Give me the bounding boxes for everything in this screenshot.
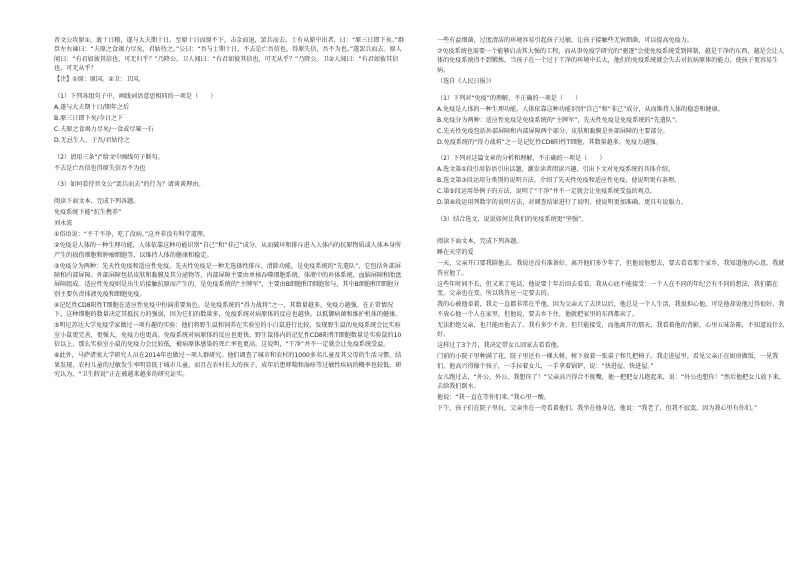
right-paragraph-12: B.选文第③段运用分类别的说明方法，介绍了先天性免疫和适应性免疫，使说明更有条理。 <box>437 177 681 185</box>
right-paragraph-18 <box>437 232 787 236</box>
right-paragraph-29: 下午，孩子们在院子里玩，父亲坐在一旁看着他们。我坐在他身边，他说：“我老了，但我不寂寞，因为我心里有你们。” <box>437 405 758 413</box>
right-paragraph-7: C.先天性免疫包括外部屏障和内部屏障两个部分，皮肤和黏膜是外部屏障的主要部分。 <box>437 127 669 135</box>
right-paragraph-2: （选自《人民日报》） <box>437 77 495 85</box>
left-paragraph-21: ⑤明尼苏达大学免疫学家做过一项有趣的实验：他们将野生鼠和饲养在实验室的小白鼠进行比较，发现野生鼠的免疫系统会比实验室小鼠更完善，更强大，免疫力也更高。免疫系统对病原体的反应也更快，野生鼠体内的记忆性CD8阳性T细胞数量是实验鼠的10倍以上，那么实验室小鼠的免疫力会比较低，被病原体感染的死亡率也更高。这说明，“干净”并不一定就会让免疫系统受益。 <box>54 322 402 349</box>
right-paragraph-11: A.选文第①段引用俗语引出话题，激发读者阅读兴趣，引出下文对免疫系统的具体介绍。 <box>437 166 674 174</box>
right-paragraph-25: 这样过了3个月，我决定带女儿回家去看看他。 <box>437 342 563 350</box>
left-paragraph-13 <box>54 191 404 195</box>
left-paragraph-4: A.遂与大夫期十日/期年之后 <box>54 104 130 111</box>
right-paragraph-27: 女儿跑过去，“外公，外公，我想你了！”父亲高兴得合不拢嘴，他一把把女儿抱起来，说：“外公也想你！”然后他把女儿放下来，去给我们倒水。 <box>437 373 785 391</box>
left-paragraph-9: （2）请用三条“/”给文中画线句子断句。 <box>54 153 164 161</box>
right-paragraph-10: （2）下列对这篇文章的分析和理解，不正确的一项是（ ） <box>437 155 606 163</box>
left-paragraph-12: （3）如何看待晋文公“罢兵而去”的行为？请谈谈理由。 <box>54 181 205 189</box>
right-paragraph-0: 一些有益细菌，过度清洁的环境容易引起孩子过敏，让孩子接触些无害细菌，可以提高免疫力。 <box>437 37 693 44</box>
left-paragraph-1: 【注】①原：原国。②卫：卫国。 <box>54 76 145 84</box>
left-column <box>54 36 404 381</box>
left-paragraph-14: 阅读下面文本，完成下列各题。 <box>54 198 140 205</box>
right-paragraph-17 <box>437 226 787 230</box>
right-paragraph-1: ⑦免疫系统也需要一个能够启动其大强的工程，而从事免疫学研究的“驱逐”会使免疫系统受到抑制，越是干净的东西，越是会让人体的免疫系统得不到锻炼。当孩子在一个过于干净的环境中长大，他们的免疫系统就会失去对抗病原体的能力，使孩子更容易生病。 <box>437 48 784 74</box>
right-paragraph-6: B.免疫分为两种：适应性免疫是免疫系统的“主牌军”，先天性免疫是免疫系统的“先遣队”。 <box>437 116 682 124</box>
left-paragraph-17: ①俗语说：“不干不净，吃了没病。”这并非没有科学道理。 <box>54 231 209 239</box>
left-paragraph-16: 刘永波 <box>54 220 73 228</box>
right-paragraph-8: D.免疫系统的“得力战将”之一是记忆性CD8阳性T细胞，其数量越多，免疫力越强。 <box>437 138 662 146</box>
right-paragraph-22: 这些年时间不长，但又来了电话，他说要十年后回去看看。我从心底不能接受：一个人在不同的年纪会有不同的想法，我们都在变，父亲也在变。所以我答应一定要去的。 <box>437 280 779 298</box>
right-paragraph-14: D.第⑥段运用列数字的说明方法，对调查结果进行了说明，使说明更加准确、更具有说服力。 <box>437 199 687 207</box>
right-paragraph-28: 他说：“我一直在等你们来。”我心里一酸。 <box>437 394 550 402</box>
right-paragraph-13: C.第⑤段运用举例子的方法，说明了“干净”并不一定就会让免疫系统受益的观点。 <box>437 188 657 196</box>
right-paragraph-16: （3）结合选文，说说如何让我们的免疫系统更“坚强”。 <box>437 216 588 224</box>
right-paragraph-3 <box>437 88 787 92</box>
left-paragraph-22: ⑥此外，马萨诸塞大学研究人员在2014年也做过一项人群研究。他们调查了城市和农村的1000多名儿童及其父母的生活习惯，结果发现，农村儿童的过敏发生率明显低于城市儿童。而且在农村长大的孩子，成年后患哮喘和湿疹等过敏性疾病的概率也较低。研究认为，“卫生假说”正在被越来越多的研究证实。 <box>54 352 402 379</box>
left-paragraph-18: ②免疫是人体的一种生理功能，人体依靠这种功能识别“自己”和“非己”成分，从而破坏和排斥进入人体内的抗原物质或人体本身所产生的损伤细胞和肿瘤细胞等，以维持人体的健康和稳定。 <box>54 242 402 259</box>
left-paragraph-19: ③免疫分为两种：先天性免疫和适应性免疫。先天性免疫是一种无选择性排斥、清除功能，是免疫系统的“先遣队”，它包括外部屏障和内部屏障。外部屏障包括皮肤和黏膜及其分泌物等，内部屏障主要由单核吞噬细胞系统、体液中的补体系统、血脑屏障和胎盘屏障组成。适应性免疫则是出生后接触抗原而产生的，是免疫系统的“主牌军”，主要由B细胞和T细胞参与，其中B细胞和T细胞分别主要负责体液免疫和细胞免疫。 <box>54 262 402 298</box>
left-paragraph-5: B.原三日即下矣/今日之下 <box>54 115 124 123</box>
right-paragraph-9 <box>437 149 787 153</box>
left-paragraph-20: ④记忆性CD8阳性T细胞在适应性免疫中扮演重要角色，是免疫系统的“得力战将”之一，其数量越多，免疫力越强。在正常情况下，这种细胞的数量决定其抵抗力的强弱，因为它们的数量多，免疫系统对病原体的反应也越快。以抵御病菌和维护机体的健康。 <box>54 301 402 319</box>
right-paragraph-24: 无法拒绝父亲，也只能由他去了。我有多少不舍，但只能接受，而他离开的那天，我看着他的背影，心里五味杂陈，不知道说什么好。 <box>437 321 785 339</box>
right-paragraph-21: 一天，父亲开口要我陪他去。我说还没有准备好，离开他们多少年了，但他说他想去，要去看看那个家乡，我知道他的心意，我就答应他了。 <box>437 260 785 277</box>
left-paragraph-2 <box>54 86 404 90</box>
right-paragraph-4: （1）下列对“免疫”的理解，不正确的一项是（ ） <box>437 94 582 102</box>
left-paragraph-15: 免疫系统下能“抗生携养” <box>54 209 122 217</box>
right-column <box>437 36 787 415</box>
right-paragraph-23: 我的心被他牵着，我走一直都非常在乎他。因为父亲大了去世以后，他总是一个人生活，我很担心他，可是他却说他过得很好。我不放心他一个人在家里，但他说，要去乡下住，他就把家里的东西都卖了。 <box>437 301 785 318</box>
left-paragraph-11 <box>54 175 404 179</box>
left-paragraph-3: （1）下列各组句子中，画线词语意思相同的一项是（ ） <box>54 92 217 100</box>
right-paragraph-26: 门前的小院子里种满了花，院子里还有一棵大树，树下放着一张桌子和几把椅子。我走进屋里，看见父亲正在厨房做饭，一见我们，他高兴得像个孩子，一手拉着女儿，一手拿着锅铲，说：“快进屋，快进屋。” <box>437 353 779 370</box>
right-paragraph-19: 阅读下面文本，完成下列各题。 <box>437 238 523 246</box>
right-paragraph-20: 睡在天堂的爱 <box>437 249 474 257</box>
right-paragraph-5: A.免疫是人体的一种生理功能，人体依靠这种功能识别“自己”和“非己”成分，从而维持人体的稳态和健康。 <box>437 105 724 113</box>
left-paragraph-7: D.无忌生人，于吾/君姑待之 <box>54 137 130 145</box>
left-paragraph-8 <box>54 147 404 151</box>
left-paragraph-0: 晋文公攻原①，裹十日粮，遂与大夫期十日。至原十日而原不下，击金而退，罢兵而去。士有从原中出者，曰：“原三日即下矣。”群臣左右谏曰：“夫原之食竭力尽矣，君姑待之。”公曰：“吾与士期十日，不去是亡吾信也。得原失信，吾不为也。”遂罢兵而去。原人闻曰：“有君如彼其信也，可无归乎？”乃降公。卫人闻曰：“有君如彼其信也，可无从乎？”乃降公。卫②人闻曰：“有君如彼其信也，可无从乎？ <box>54 37 404 73</box>
right-paragraph-15 <box>437 209 787 213</box>
left-paragraph-6: C.夫原之食竭力尽矣/一食或尽粟一石 <box>54 126 154 134</box>
left-paragraph-10: 不去是亡吾信也得原失信吾不为也 <box>54 164 146 172</box>
